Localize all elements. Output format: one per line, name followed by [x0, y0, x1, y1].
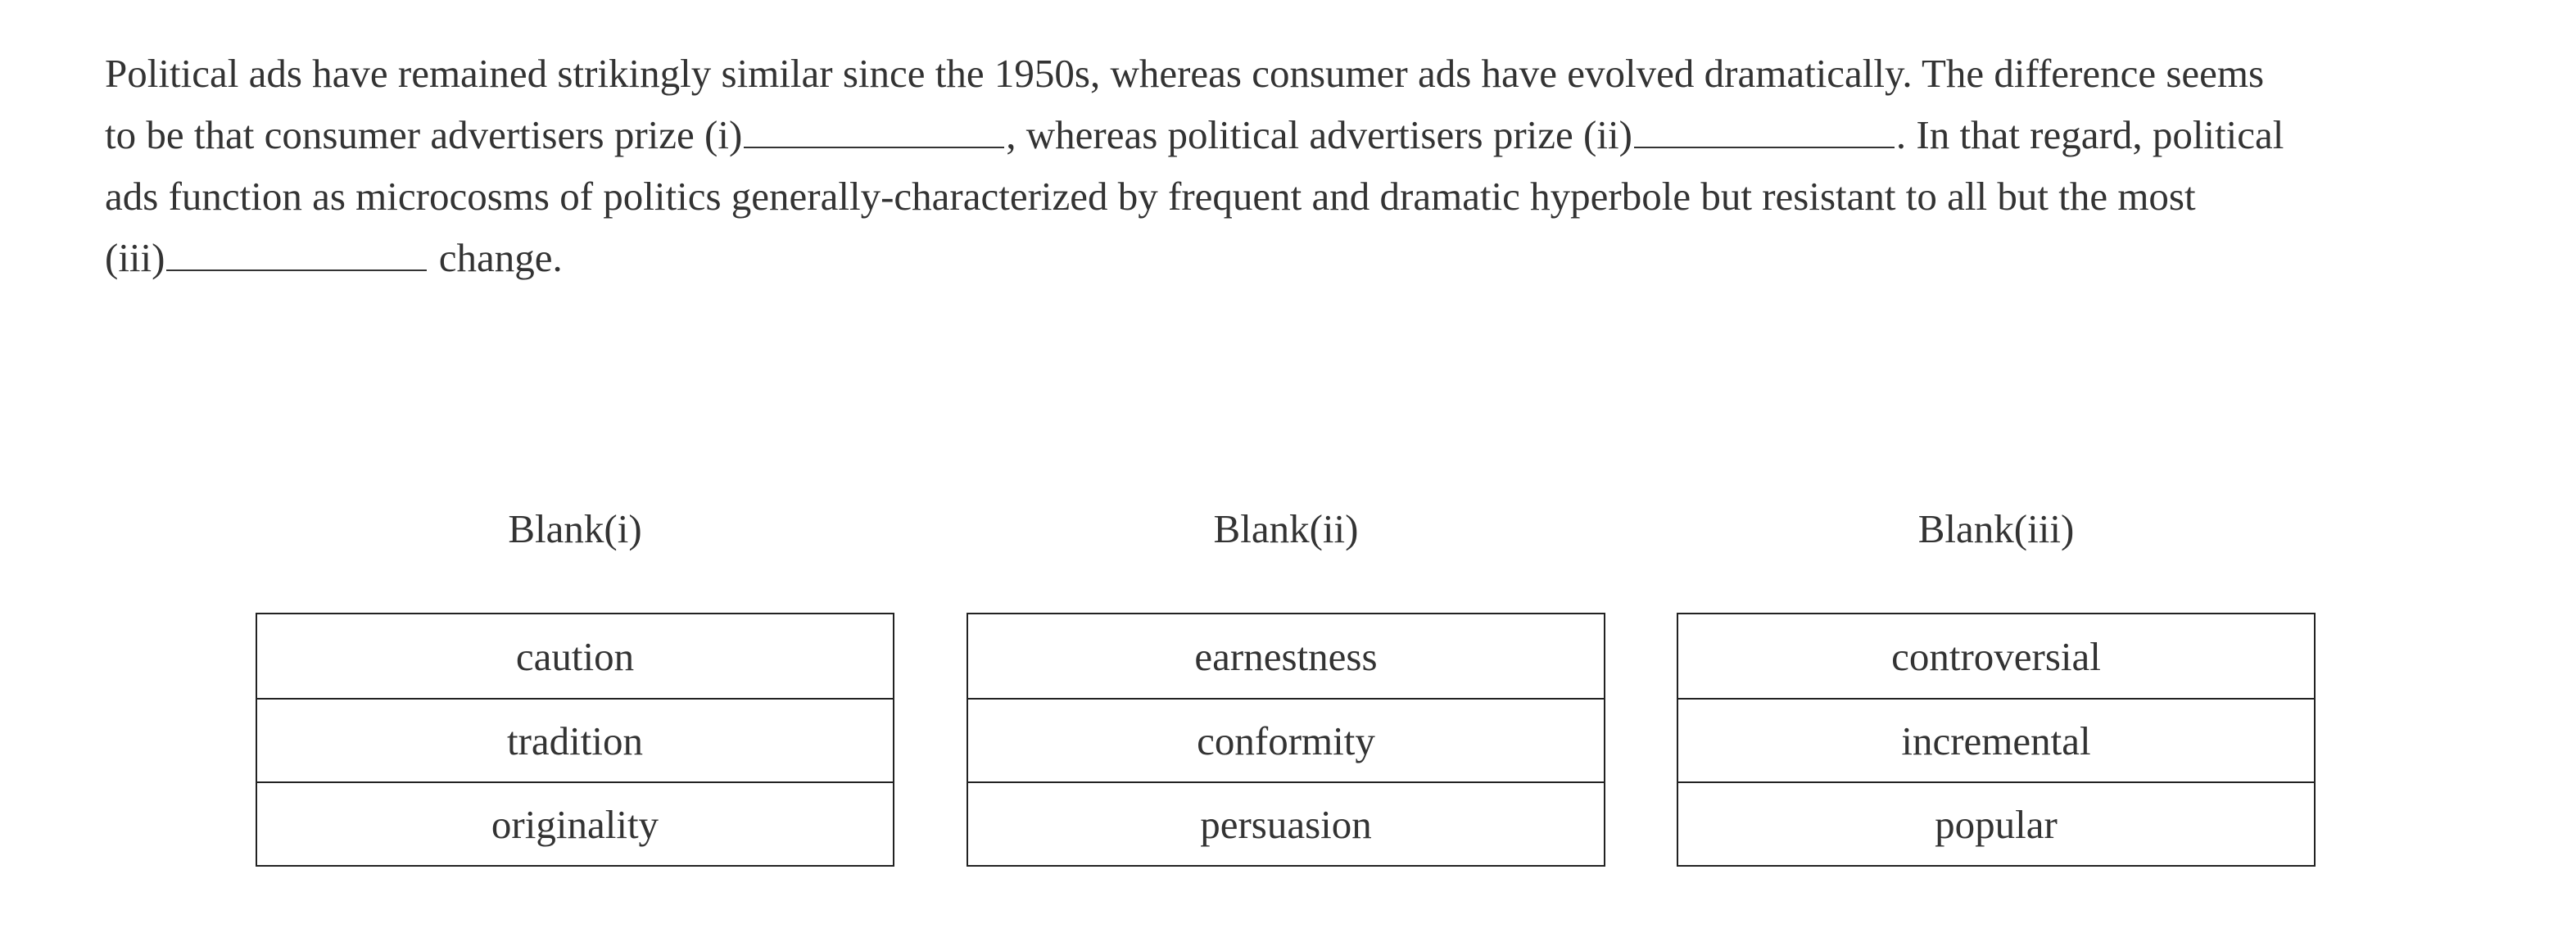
blank-i-line [744, 146, 1004, 148]
blank-ii-option-persuasion[interactable]: persuasion [968, 781, 1604, 865]
passage-text: (iii) [105, 235, 165, 280]
blank-i-option-tradition[interactable]: tradition [257, 698, 893, 781]
blank-i-option-originality[interactable]: originality [257, 781, 893, 865]
blank-ii-header: Blank(ii) [1213, 506, 1359, 551]
blank-i-header: Blank(i) [508, 506, 642, 551]
blank-ii-option-conformity[interactable]: conformity [968, 698, 1604, 781]
passage-text: , whereas political advertisers prize (ii) [1006, 112, 1632, 157]
passage-line-1: Political ads have remained strikingly similar since the 1950s, whereas consumer ads have evolved dramatically. The difference seems [105, 51, 2265, 96]
blank-ii-column [967, 500, 1605, 867]
blank-iii-column [1677, 500, 2316, 867]
blank-i-options [256, 613, 894, 867]
blank-iii-line [166, 269, 427, 271]
passage-text: . In that regard, political [1895, 112, 2284, 157]
blank-iii-option-popular[interactable]: popular [1678, 781, 2314, 865]
passage-text: change. [428, 235, 563, 280]
blank-ii-option-earnestness[interactable]: earnestness [968, 614, 1604, 698]
blank-ii-options [967, 613, 1605, 867]
blank-i-option-caution[interactable]: caution [257, 614, 893, 698]
passage-line-3: ads function as microcosms of politics generally-characterized by frequent and dramatic hyperbole but resistant to all but the most [105, 174, 2196, 219]
blank-iii-option-controversial[interactable]: controversial [1678, 614, 2314, 698]
question-passage [105, 43, 2464, 288]
blank-iii-option-incremental[interactable]: incremental [1678, 698, 2314, 781]
passage-line-2 [105, 104, 2464, 165]
blank-iii-options [1677, 613, 2316, 867]
passage-text: to be that consumer advertisers prize (i) [105, 112, 743, 157]
blank-ii-line [1634, 146, 1895, 148]
passage-line-4 [105, 227, 2464, 288]
blank-i-column [256, 500, 894, 867]
blank-iii-header: Blank(iii) [1917, 506, 2075, 551]
